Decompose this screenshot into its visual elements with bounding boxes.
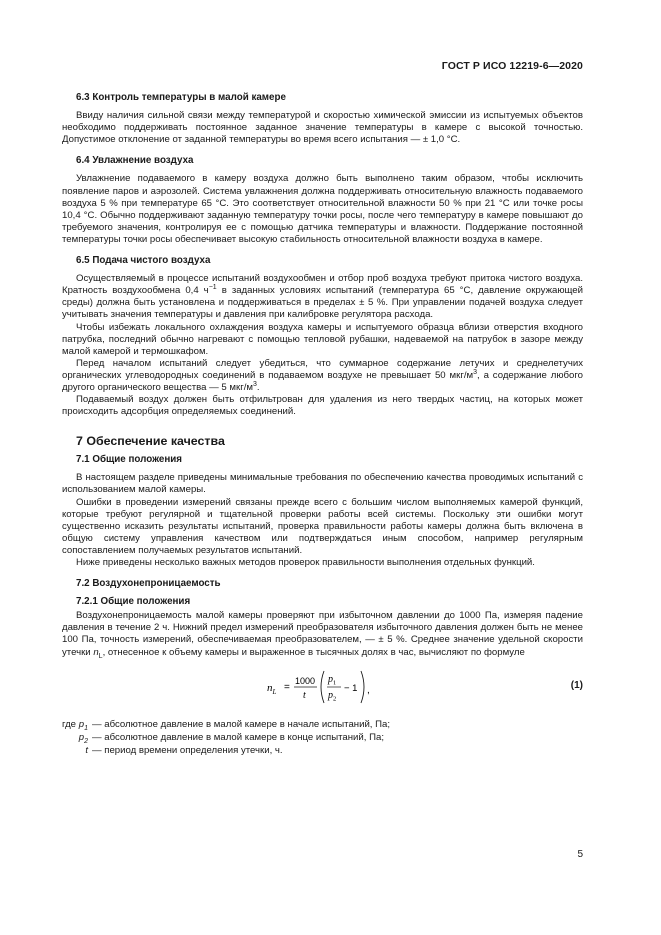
formula-legend [62, 719, 583, 759]
formula-lhs: $n_L$ [267, 681, 277, 696]
section-7-1-paragraph-2: Ошибки в проведении измерений связаны прежде всего с большим числом выполняемых камерой функций, которые требуют регулярной и тщательной проверки работы всей системы. Поскольку эти ошибки могут существенно исказить результаты испытаний, проверка правильности работы камеры должна быть включена в общую систему управления качеством или подтверждаться иным способом, например регулярным сопоставлением получаемых результатов испытаний. [62, 496, 583, 556]
section-7-title: 7 Обеспечение качества [76, 434, 225, 449]
legend-prefix: где [62, 718, 77, 730]
section-6-5-title: 6.5 Подача чистого воздуха [76, 255, 211, 267]
legend-item-p1: $p_1$ — абсолютное давление в малой камере в начале испытаний, Па; [78, 718, 391, 732]
formula-right-paren [361, 671, 364, 703]
formula-left-paren [321, 671, 324, 703]
page-number: 5 [577, 849, 583, 860]
section-7-1-paragraph-3: Ниже приведены несколько важных методов проверок правильности выполнения отдельных функций. [76, 557, 535, 568]
document-header: ГОСТ Р ИСО 12219-6—2020 [441, 60, 583, 72]
section-7-1-paragraph-1: В настоящем разделе приведены минимальные требования по обеспечению качества проводимых испытаний с использованием малой камеры. [62, 472, 583, 496]
section-6-3-title: 6.3 Контроль температуры в малой камере [76, 92, 286, 103]
section-7-2-1-paragraph: Воздухонепроницаемость малой камеры проверяют при избыточном давлении до 1000 Па, измеряя падение давления в течение 2 ч. Нижний предел измерений преобразователя избыточного давления должен быть не менее 100 Па, точность измерений, обеспечиваемая преобразователем, — ± 5 %. Среднее значение удельной скорости утечки $n_L$, отнесенное к объему камеры и выраженное в тысячных долях в час, вычисляют по формуле [62, 610, 583, 660]
formula-number: (1) [570, 679, 583, 691]
section-6-5-paragraph-4: Подаваемый воздух должен быть отфильтрован для удаления из него твердых частиц, на которых может происходить адсорбция определяемых соединений. [62, 394, 583, 418]
section-7-2-1-title: 7.2.1 Общие положения [76, 596, 191, 608]
formula-minus-one: − 1 [344, 682, 358, 694]
document-body [62, 92, 583, 759]
section-7-2-title: 7.2 Воздухонепроницаемость [76, 578, 221, 590]
section-6-4-paragraph: Увлажнение подаваемого в камеру воздуха должно быть выполнено таким образом, чтобы исключить появление паров и аэрозолей. Система увлажнения должна поддерживать относительную влажность подаваемого воздуха 5 % при температуре 65 °С. Это соответствует относительной влажности 50 % при 21 °С или точке росы 10,4 °С. Обычно поддерживают заданную температуру точки росы, после чего температуру в камере повышают до требуемого значения, контролируя ее с помощью датчика температуры и влажности. Поддержание постоянной температуры точки росы обеспечивает высокую стабильность относительной влажности воздуха в камере. [62, 173, 583, 245]
formula-p2: $p_2$ [328, 689, 337, 703]
section-7-1-title: 7.1 Общие положения [76, 454, 183, 466]
formula-denominator: t [303, 689, 306, 701]
legend-item-t: t — период времени определения утечки, ч. [85, 744, 283, 756]
section-6-5-paragraph-3: Перед началом испытаний следует убедиться, что суммарное содержание летучих и среднелетучих органических углеводородных соединений в подаваемом воздухе не превышает 50 мкг/$м^3$, а содержание любого другого органического вещества — 5 мкг/$м^3$. [62, 357, 583, 393]
section-6-3-paragraph: Ввиду наличия сильной связи между температурой и скоростью химической эмиссии из испытуемых объектов необходимо поддерживать постоянное заданное значение температуры в камере с высокой точностью. Допустимое отклонение от заданной температуры во время всего испытания — ± 1,0 °С. [62, 110, 583, 146]
section-6-5-paragraph-1: Осуществляемый в процессе испытаний воздухообмен и отбор проб воздуха требуют притока чистого воздуха. Кратность воздухообмена 0,4 $ч^{-1}$ в заданных условиях испытаний (температура 65 °С, давление окружающей среды) должна быть установлена и поддерживаться в пределах ± 5 %. При управлении подачей воздуха следует учитывать значения температуры и давления при калибровке регулятора расхода. [62, 273, 583, 321]
formula-comma: , [367, 684, 370, 696]
legend-item-p2: $p_2$ — абсолютное давление в малой камере в конце испытаний, Па; [78, 731, 384, 745]
formula-1 [62, 663, 583, 713]
formula-equals: = [284, 681, 290, 693]
formula-p1: $p_1$ [328, 673, 337, 687]
leak-rate-formula [267, 663, 377, 713]
section-6-4-title: 6.4 Увлажнение воздуха [76, 155, 194, 167]
formula-numerator: 1000 [295, 675, 316, 686]
section-6-5-paragraph-2: Чтобы избежать локального охлаждения воздуха камеры и испытуемого образца вблизи отверстия входного патрубка, последний обычно нагревают с помощью тепловой рубашки, надеваемой на патрубок в зазоре между малой камерой и термошкафом. [62, 321, 583, 357]
